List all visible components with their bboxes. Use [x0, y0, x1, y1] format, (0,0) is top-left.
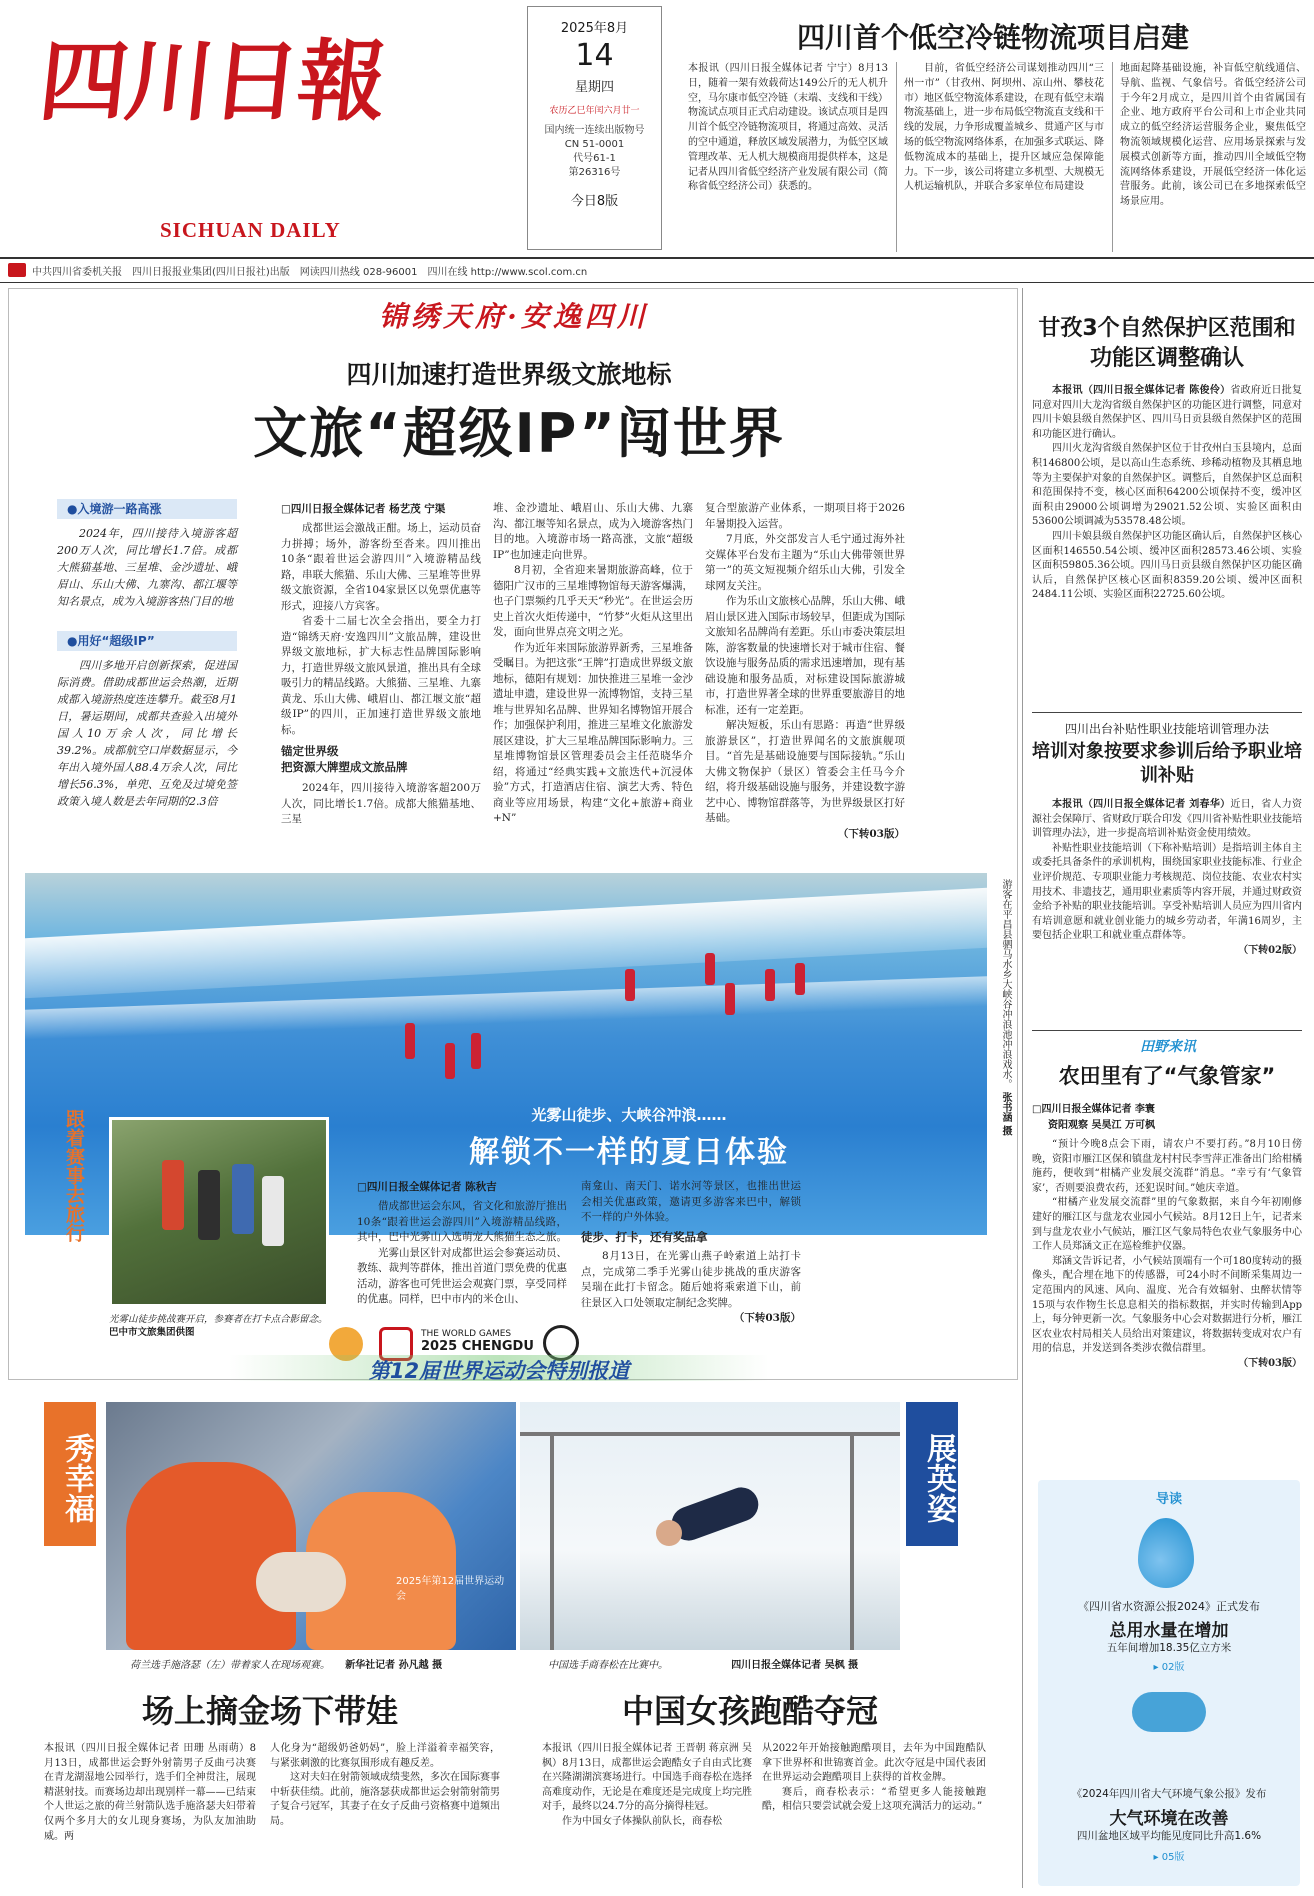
date-box	[527, 6, 662, 250]
lead-section	[8, 288, 1018, 1383]
parkour-credit: 四川日报全媒体记者 吴枫 摄	[731, 1660, 859, 1671]
guide-item1-title[interactable]: 总用水量在增加	[1109, 1621, 1229, 1641]
archer-credit: 新华社记者 孙凡越 摄	[345, 1660, 443, 1671]
guide-box	[1038, 1480, 1300, 1886]
logo-english: SICHUAN DAILY	[160, 218, 341, 242]
tag-heroic: 展英姿	[906, 1402, 958, 1546]
guide-item2-sub: 四川盆地区域平均能见度同比升高1.6%	[1076, 1830, 1262, 1842]
training-p1: 近日，省人力资源社会保障厅、省财政厅联合印发《四川省补贴性职业技能培训管理办法》，进一步提高培训补贴资金使用绩效。	[1032, 799, 1303, 840]
parkour-col2-p1: 从2022年开始接触跑酷项目，去年为中国跑酷队拿下世界杯和世锦赛首金。此次夺冠是中国代表团在世界运动会跑酷项目上获得的首枚金牌。	[762, 1743, 986, 1784]
hiking-col2-p2: 8月13日，在光雾山燕子岭索道上站打卡点，完成第二季手光雾山徒步挑战的重庆游客吴瑞在此打卡留念。随后她将乘索道下山，前往景区入口处领取定制纪念奖牌。	[581, 1250, 801, 1309]
parkour-headline[interactable]: 中国女孩跑酷夺冠	[621, 1692, 878, 1730]
reserve-headline[interactable]: 甘孜3个自然保护区范围和功能区调整确认	[1038, 316, 1296, 371]
kicker: 四川加速打造世界级文旅地标	[346, 360, 672, 389]
photo-side-credit: 张书涵 摄	[1000, 1092, 1011, 1136]
tag-happiness: 秀幸福	[44, 1402, 96, 1546]
games-logo-line2: 2025 CHENGDU	[421, 1339, 534, 1354]
hiking-col2-p1: 南龛山、南天门、诺水河等景区，也推出世运会相关优惠政策，邀请更多游客来巴中，解锁不一样的户外体验。	[581, 1180, 801, 1223]
weekday: 星期四	[574, 80, 614, 95]
top-story-headline[interactable]: 四川首个低空冷链物流项目启建	[796, 21, 1189, 54]
weather-headline[interactable]: 农田里有了“气象管家”	[1058, 1064, 1276, 1088]
weather-p3: 郑涵文告诉记者，小气候站顶端有一个可180度转动的摄像头，配合埋在地下的传感器，可24小时不间断采集周边一定范围内的风速、风向、温度、光合有效辐射、虫醉状情等15项与农作物生长息息相关的指标数据，并实时传输到App上，每分钟更新一次。气象服务中心会对数据进行分析，雁江区农业农村局相关人员给出对策建议，将数据转变成对农户有用的信息，并发送到各类涉农微信群里。	[1032, 1255, 1302, 1355]
games-special-title: 第12届世界运动会特别报道	[229, 1355, 769, 1381]
publisher-line: 中共四川省委机关报 四川日报报业集团(四川日报社)出版 网读四川热线 028-96001 四川在线 http://www.scol.com.cn	[32, 267, 588, 278]
subhead-2: 把资源大牌塑成文旅品牌	[281, 759, 408, 774]
lead-col1-p1: 成都世运会激战正酣。场上，运动员奋力拼搏；场外，游客纷至沓来。四川推出10条“跟着世运会游四川”入境游精品线路，串联大熊猫、乐山大佛、三星堆等世界级文旅资源，全省104家景区以免票优惠等形式，迎接八方宾客。	[281, 522, 481, 612]
reserve-p3: 四川卡娘县级自然保护区功能区确认后，自然保护区核心区面积146550.54公顷、缓冲区面积28573.46公顷、实验区面积59805.36公顷。四川马日贡县级自然保护区功能区确认后，自然保护区核心区面积8359.20公顷、缓冲区面积2484.11公顷、实验区面积22725.60公顷。	[1032, 530, 1302, 601]
guide-item2-title[interactable]: 大气环境在改善	[1109, 1809, 1229, 1829]
lead-col1-p2: 省委十二届七次全会指出，要全力打造“锦绣天府·安逸四川”文旅品牌，建设世界级文旅地标，扩大标志性品牌国际影响力，打造世界级文旅风景道，推出具有全球吸引力的精品线路。大熊猫、三星堆、九寨黄龙、乐山大佛、峨眉山、都江堰文旅“超级IP”的四川，正加速打造世界级文旅地标。	[281, 615, 481, 736]
lead-col2-p3: 作为近年来国际旅游界新秀，三星堆备受瞩目。为把这张“王牌”打造成世界级文旅地标，德阳有规划：加快推进三星堆一金沙遗址申遗，建设世界一流博物馆，支持三星堆与世界知名品牌、世界知名博物馆开展合作；加强保护利用，推进三星堆文化旅游发展区建设，扩大三星堆品牌国际影响力。三星堆博物馆景区管理委员会主任范晓华介绍，将通过“经典实践+文旅迭代+沉浸体验”方式，打造酒店住宿、演艺大秀、特色商业等应用场景，构建“文化+旅游+商业+N”	[493, 641, 693, 824]
archer-family-photo	[106, 1402, 516, 1650]
lead-col2-p2: 8月初，全省迎来暑期旅游高峰，位于德阳广汉市的三星堆博物馆每天游客爆满，也子门票频约几乎天天“秒光”。在世运会历史上首次火炬传递中，“竹梦”火炬从这里出发，面向世界点亮文明之光。	[493, 564, 693, 638]
photo-side-caption: 游客在平昌县驷马水乡大峡谷冲浪池冲浪戏水。 张书涵 摄	[1000, 879, 1011, 1136]
continued-note[interactable]: （下转03版）	[837, 827, 905, 840]
parkour-col1-p2: 作为中国女子体操队前队长，商春松	[562, 1815, 722, 1827]
training-headline[interactable]: 培训对象按要求参训后给予职业培训补贴	[1032, 741, 1302, 786]
hiking-subhead: 徒步、打卡，还有奖品拿	[581, 1229, 708, 1244]
training-continued[interactable]: （下转02版）	[1238, 944, 1302, 956]
reserve-p1: 省政府近日批复同意对四川大龙沟省级自然保护区的功能区进行调整，同意对四川卡娘县级自然保护区、四川马日贡县级自然保护区的范围和功能区进行确认。	[1032, 385, 1303, 440]
hiking-kicker: 光雾山徒步、大峡谷冲浪……	[531, 1106, 727, 1124]
archer-caption: 荷兰选手施洛瑟（左）带着家人在现场观赛。 新华社记者 孙凡越 摄	[130, 1660, 443, 1671]
reserve-byline: 本报讯（四川日报全媒体记者 陈俊伶）	[1052, 385, 1231, 396]
top-story-col3: 地面起降基础设施，补盲低空航线通信、导航、监视、气象信号。省低空经济公司于今年2月成立，是四川首个由省属国有企业、地方政府平台公司和上市企业共同成立的低空经济运营服务企业，聚焦低空物流领域规模化运营、应用场景探索与发展模式创新等方面，推动四川全域低空物流网络体系建设，开展低空经济一体化运营服务。此前，该公司已在多地探索低空场景应用。	[1120, 63, 1306, 208]
water-drop-icon	[1138, 1518, 1194, 1588]
masthead-rule	[0, 257, 1314, 259]
banner-slogan: 锦绣天府·安逸四川	[379, 300, 649, 333]
parkour-col2-p2: 赛后，商春松表示：“希望更多人能接触跑酷，相信只要尝试就会爱上这项充满活力的运动。”	[762, 1786, 986, 1813]
lead-headline[interactable]: 文旅“超级IP”闯世界	[253, 402, 785, 465]
hiking-credit: 巴中市文旅集团供图	[109, 1327, 195, 1338]
masthead	[0, 0, 1314, 258]
lead-col2-p1: 堆、金沙遗址、峨眉山、乐山大佛、九寨沟、都江堰等知名景点，成为入境游客热门目的地。入境游市场一路高涨，文旅“超级IP”也加速走向世界。	[493, 502, 693, 561]
publisher-logo-icon	[8, 263, 26, 277]
date-day: 14	[575, 38, 614, 73]
hiking-continued[interactable]: （下转03版）	[733, 1312, 801, 1324]
games-logo-line1: THE WORLD GAMES	[421, 1329, 512, 1339]
training-kicker: 四川出台补贴性职业技能培训管理办法	[1064, 722, 1269, 736]
summary-tag-2: ●用好“超级IP”	[57, 631, 237, 651]
cn-line: CN 51-0001	[564, 139, 625, 150]
lead-col3-p3: 作为乐山文旅核心品牌，乐山大佛、峨眉山景区进入国际市场较早，但距成为国际文旅知名品牌尚有差距。乐山市委决策层坦陈，游客数量的快速增长对于城市住宿、餐饮设施与服务品质的需求迅速增加，现有基础设施和服务品质，对标建设国际旅游城市，打造世界著全球的世界重要旅游目的地标准，还有一定差距。	[705, 595, 905, 716]
guide-item1-page[interactable]: ▸ 02版	[1153, 1662, 1185, 1673]
right-column	[1028, 288, 1310, 1888]
reserve-p2: 四川火龙沟省级自然保护区位于甘孜州白玉县境内，总面积146800公顷，是以高山生态系统、珍稀动植物及其栖息地等为主要保护对象的自然保护区。调整后，自然保护区总面积和范围保持不变，核心区面积64200公顷保持不变，缓冲区面积由29000公顷调增为29021.52公顷、实验区面积由53600公顷调减为53578.48公顷。	[1032, 443, 1302, 528]
page-count: 今日8版	[570, 194, 619, 209]
top-story-col2: 目前，省低空经济公司谋划推动四川“三州一市”（甘孜州、阿坝州、凉山州、攀枝花市）地区低空物流体系建设，在现有低空末端物流基础上，进一步布局低空物流直支线和干线的发展，力争形成覆盖城乡、贯通产区与市场的低空物流网络体系，在加强多式联运、降低物流成本的基础上，提升区域应急保障能力。下一步，该公司将建立多机型、大规模无人机运输机队，并联合多家单位布局建设	[904, 63, 1104, 193]
hiking-photo	[109, 1117, 329, 1307]
shirt-print: 2025年第12届世界运动会	[396, 1576, 505, 1602]
lead-col3-p1: 复合型旅游产业体系，一期项目将于2026年暑期投入运营。	[705, 502, 905, 530]
hiking-headline[interactable]: 解锁不一样的夏日体验	[469, 1135, 789, 1170]
hiking-byline: □四川日报全媒体记者 陈秋吉	[357, 1181, 497, 1193]
lead-byline: □四川日报全媒体记者 杨艺茂 宁渠	[281, 503, 446, 515]
guide-item1-report[interactable]: 《四川省水资源公报2024》正式发布	[1078, 1600, 1260, 1613]
weather-continued[interactable]: （下转03版）	[1238, 1357, 1302, 1369]
archer-col2-p1: 人化身为“超级奶爸奶妈”，脸上洋溢着幸福笑容，与紧张刺激的比赛氛围形成有趣反差。	[270, 1743, 500, 1769]
issue-number: 第26316号	[568, 167, 621, 178]
hiking-side-title: 跟着赛事去旅行	[63, 1109, 85, 1242]
issn-line: 国内统一连续出版物号	[544, 125, 645, 136]
summary-para-2: 四川多地开启创新探索，促进国际消费。借助成都世运会热潮，近期成都入境游热度连连攀升。截至8月1日，暑运期间，成都共查验入出境外国人10万余人次，同比增长39.2%。成都航空口岸数据显示，今年出入境外国人88.4万余人次，同比增长56.3%，单兜、互免及过境免签政策入境人数是去年同期的2.3倍	[57, 659, 237, 808]
parkour-photo	[520, 1402, 900, 1650]
lead-col3-p2: 7月底，外交部发言人毛宁通过海外社交媒体平台发布主题为“乐山大佛带领世界第一”的英文短视频介绍乐山大佛，引发全球网友关注。	[705, 533, 905, 592]
field-news-badge: 田野来讯	[1140, 1039, 1196, 1055]
cloud-icon	[1132, 1692, 1206, 1732]
weather-byline-2: 资阳观察 吴昊江 万可枫	[1048, 1120, 1155, 1131]
hiking-col1-p1: 借成都世运会东风，省文化和旅游厅推出10条“跟着世运会游四川”入境游精品线路，其中，巴中光雾山入选萌宠大熊猫生态之旅。	[357, 1200, 567, 1243]
guide-item2-page[interactable]: ▸ 05版	[1153, 1852, 1185, 1863]
lead-col1-p3: 2024年，四川接待入境游客超200万人次，同比增长1.7倍。成都大熊猫基地、三星	[281, 782, 481, 825]
parkour-caption: 中国选手商春松在比赛中。 四川日报全媒体记者 吴枫 摄	[548, 1660, 859, 1671]
top-story-col1: 本报讯（四川日报全媒体记者 宁宁）8月13日，随着一架有效载荷达149公斤的无人机升空，马尔康市低空冷链（末端、支线和干线）物流试点项目正式启动建设。该试点项目是四川首个低空冷链物流项目，将通过高效、灵活的空中通道，释放区域发展潜力，为低空区域管理改革、无人机大规模商用提供样本，这是记者从四川省低空经济产业发展有限公司（简称省低空经济公司）获悉的。	[688, 63, 888, 193]
guide-item1-sub: 五年间增加18.35亿立方米	[1106, 1642, 1232, 1654]
training-p2: 补贴性职业技能培训（下称补贴培训）是指培训主体自主或委托具备条件的承训机构，围绕国家职业技能标准、行业企业评价规范、专项职业能力考核规范、岗位技能、农业农村实用技术、非遗技艺，通用职业素质等内容开展，并通过财政资金给予补贴的职业技能培训。享受补贴培训人员应为四川省内有培训意愿和就业创业能力的城乡劳动者，年满16周岁，主要包括企业职工和就业重点群体等。	[1032, 842, 1302, 942]
archer-col2-p2: 这对夫妇在射箭领域成绩斐然，多次在国际赛事中斩获佳绩。此前，施洛瑟获成都世运会射箭射箭男子复合弓冠军，其妻子在女子反曲弓资格赛中道频出局。	[270, 1772, 500, 1827]
weather-p1: “预计今晚8点会下雨，请农户不要打药。”8月10日傍晚，资阳市雁江区保和镇盘龙村村民李雪萍正准备出门给柑橘施药，便收到“柑橘产业发展交流群”消息。“幸亏有‘气象管家’，否则要浪费农药，还犯误时间。”她庆幸道。	[1032, 1139, 1302, 1194]
parkour-col1-p1: 本报讯（四川日报全媒体记者 王晋朝 蒋京洲 吴枫）8月13日，成都世运会跑酷女子自由式比赛在兴隆湖湖滨赛场进行。中国选手商春松在选择高难度动作，无论是在难度还是完成度上均完胜对手，最终以24.7分的高分摘得桂冠。	[542, 1743, 752, 1813]
hiking-caption: 光雾山徒步挑战赛开启，参赛者在打卡点合影留念。 巴中市文旅集团供图	[109, 1314, 328, 1338]
guide-item2-report[interactable]: 《2024年四川省大气环境气象公报》发布	[1071, 1788, 1267, 1800]
training-byline: 本报讯（四川日报全媒体记者 刘春华）	[1052, 799, 1231, 810]
weather-byline-1: □四川日报全媒体记者 李寰	[1032, 1104, 1155, 1115]
lunar-date: 农历乙巳年闰六月廿一	[549, 106, 640, 116]
summary-para-1: 2024年，四川接待入境游客超200万人次，同比增长1.7倍。成都大熊猫基地、三星堆、金沙遗址、峨眉山、乐山大佛、九寨沟、都江堰等知名景点，成为入境游客热门目的地	[57, 527, 237, 608]
weather-p2: “柑橘产业发展交流群”里的气象数据，来自今年初刚修建好的雁江区与盘龙农业园小气候站。8月12日上午，记者来到与盘龙农业小气候站，雁江区气象局特色农业气象服务中心工作人员郑涵文正在巡检维护仪器。	[1032, 1197, 1302, 1253]
lead-col3-p4: 解决短板，乐山有思路：再造“世界级旅游景区”，打造世界闻名的文旅旗舰项目。“首先是基础设施要与国际接轨。”乐山大佛文物保护（景区）管委会主任马今介绍，将升级基础设施与服务，并建设数字游艺中心、博物馆群落等，为世界级景区打好基础。	[705, 719, 905, 824]
code-line: 代号61-1	[573, 153, 616, 164]
guide-label: 导读	[1155, 1492, 1182, 1507]
archer-headline[interactable]: 场上摘金场下带娃	[141, 1692, 398, 1730]
archer-col1: 本报讯（四川日报全媒体记者 田珊 丛雨萌）8月13日，成都世运会野外射箭男子反曲弓决赛在青龙湖湿地公园举行，选手们全神贯注，展现精湛射技。而赛场边却出现别样一幕——已结束个人世运之旅的荷兰射箭队选手施洛瑟夫妇带着仅两个多月大的女儿现身赛场，为队友加油助威。两	[44, 1743, 256, 1842]
date-year-month: 2025年8月	[560, 21, 629, 36]
subhead-1: 锚定世界级	[281, 744, 339, 758]
summary-tag-1: ●入境游一路高涨	[57, 499, 237, 519]
logo: 四川日報	[34, 29, 390, 133]
hiking-col1-p2: 光雾山景区针对成都世运会参赛运动员、教练、裁判等群体，推出首道门票免费的优惠活动，游客也可凭世运会观赛门票，享受同样的优惠。同样，巴中市内的米仓山、	[357, 1246, 567, 1305]
